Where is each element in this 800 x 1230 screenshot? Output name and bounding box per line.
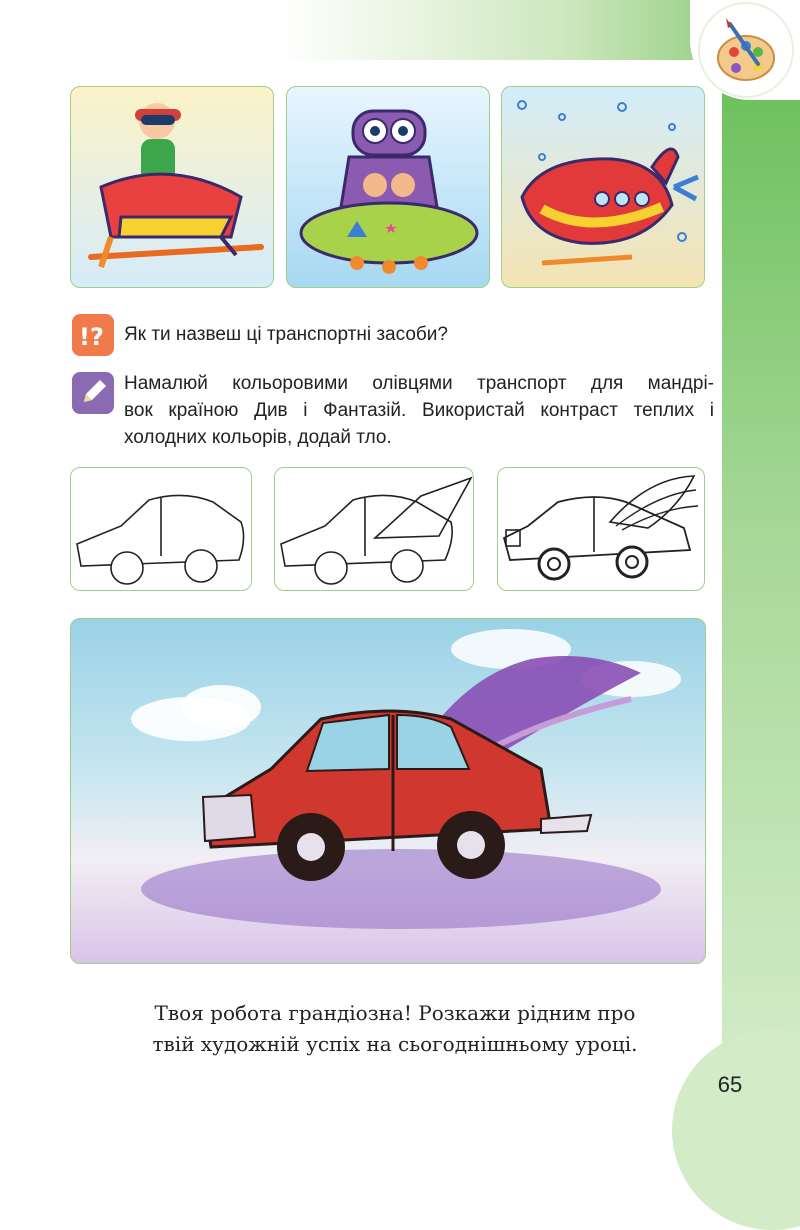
closing-line-2: твій художній успіх на сьогоднішньому уроці. — [152, 1032, 638, 1056]
page-number: 65 — [717, 1072, 743, 1097]
task-line-2: вок країною Див і Фантазій. Використай контраст теплих і — [124, 400, 714, 421]
ufo-drawing — [287, 87, 490, 288]
snowmobile-drawing — [71, 87, 274, 288]
page-number-badge — [672, 1030, 800, 1230]
ufo-illustration — [286, 86, 490, 288]
finished-car-drawing — [70, 618, 706, 964]
closing-message — [70, 998, 720, 1060]
task-question-text: Як ти назвеш ці транспортні засоби? — [124, 324, 448, 345]
car-illustration — [71, 619, 706, 964]
top-band — [0, 0, 800, 60]
sketch-step-2 — [274, 467, 474, 591]
pencil-icon — [72, 372, 114, 414]
task-drawing-instructions — [124, 370, 714, 451]
question-icon — [72, 314, 114, 356]
sketch-step-3 — [497, 467, 705, 591]
palette-icon — [700, 4, 792, 96]
sketch-step-1 — [70, 467, 252, 591]
svg-text:!?: !? — [79, 323, 104, 351]
submarine-illustration — [501, 86, 705, 288]
task-line-1: Намалюй кольоровими олівцями транспорт для мандрі- — [124, 373, 714, 394]
side-band — [722, 60, 800, 1158]
closing-line-1: Твоя робота грандіозна! Розкажи рідним про — [154, 1001, 636, 1025]
snowmobile-illustration — [70, 86, 274, 288]
submarine-drawing — [502, 87, 705, 288]
task-line-3: холодних кольорів, додай тло. — [124, 427, 392, 448]
palette-badge — [700, 4, 792, 96]
